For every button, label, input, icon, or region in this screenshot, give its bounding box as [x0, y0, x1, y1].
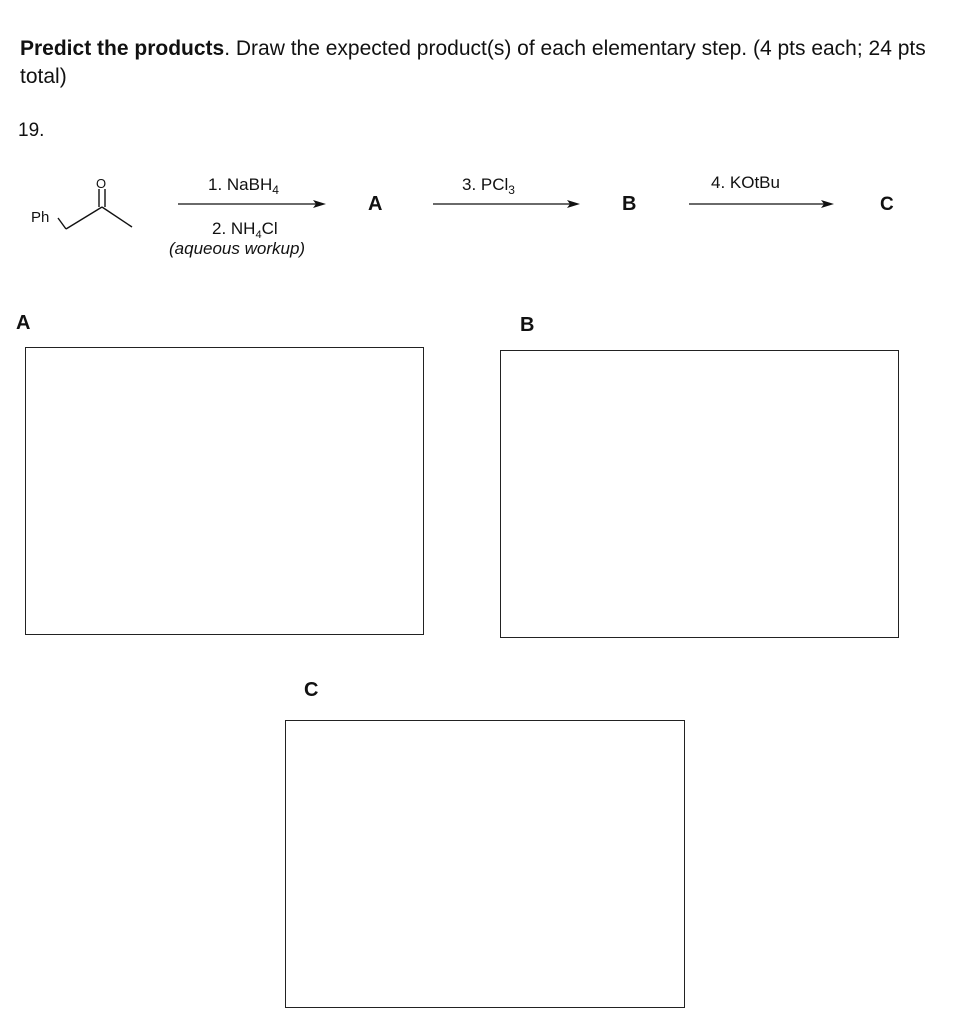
step4-reagent: 4. KOtBu [711, 173, 780, 192]
question-heading [20, 35, 950, 91]
carbonyl-oxygen: O [96, 176, 107, 191]
answer-box-a[interactable] [25, 347, 424, 635]
answer-box-c[interactable] [285, 720, 685, 1008]
answer-b-label: B [520, 314, 535, 336]
phenyl-label: Ph [31, 209, 50, 226]
step2-reagent: 2. $NH_4Cl$ [212, 219, 278, 241]
starting-material-skeleton [58, 189, 132, 229]
heading-bold: Predict the products [20, 37, 225, 60]
answer-box-b[interactable] [500, 350, 899, 638]
scheme-product-a: A [368, 193, 383, 215]
heading-rest: . Draw the expected product(s) of each elementary step. (4 pts each; 24 pts total) [20, 37, 926, 88]
scheme-product-c: C [880, 194, 894, 215]
question-number: 19. [18, 120, 45, 141]
step1-reagent: 1. NaBH$_4$ [208, 175, 279, 197]
scheme-product-b: B [622, 193, 637, 215]
reaction-scheme [0, 160, 970, 280]
answer-c-label: C [304, 679, 319, 701]
answer-a-label: A [16, 312, 31, 334]
step2-note: (aqueous workup) [169, 239, 306, 258]
step3-reagent: 3. PCl$_3$ [462, 175, 515, 197]
